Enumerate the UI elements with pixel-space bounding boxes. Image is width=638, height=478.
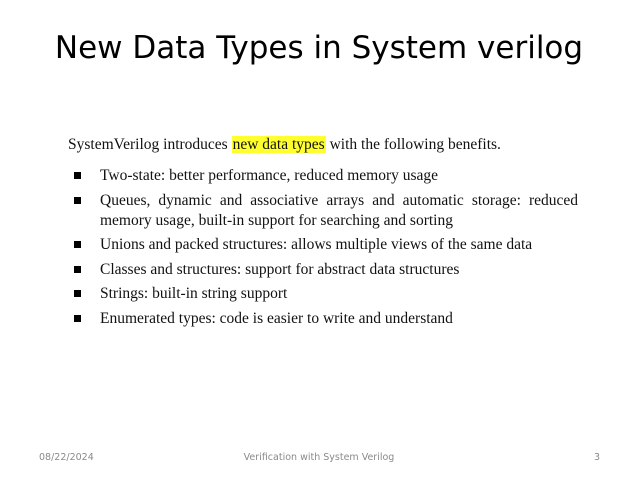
intro-after: with the following benefits.: [325, 136, 501, 153]
list-item: [68, 166, 578, 186]
square-bullet-icon: [74, 315, 81, 322]
bullet-text: Enumerated types: code is easier to write and understand: [100, 309, 453, 327]
bullet-text: Unions and packed structures: allows multiple views of the same data: [100, 236, 533, 253]
slide-number: 3: [593, 452, 600, 463]
footer-date: 08/22/2024: [39, 452, 94, 463]
list-item: [68, 191, 578, 231]
list-item: [68, 284, 578, 304]
square-bullet-icon: [74, 172, 81, 179]
bullet-text: Strings: built-in string support: [100, 285, 288, 302]
list-item: [68, 260, 578, 280]
square-bullet-icon: [74, 290, 81, 297]
bullet-text: Two-state: better performance, reduced memory usage: [100, 167, 439, 184]
footer-title: Verification with System Verilog: [243, 452, 395, 463]
highlighted-phrase: new data types: [232, 136, 325, 153]
square-bullet-icon: [74, 197, 81, 204]
intro-text: [68, 134, 578, 156]
content-image: [68, 134, 578, 333]
benefit-list: [68, 166, 578, 329]
square-bullet-icon: [74, 266, 81, 273]
bullet-text: Queues, dynamic and associative arrays and automatic storage: reduced memory usage, built-in support for searching and sorting: [100, 191, 578, 229]
list-item: [68, 309, 578, 329]
slide-title: New Data Types in System verilog: [54, 30, 584, 66]
list-item: [68, 235, 578, 255]
intro-before: SystemVerilog introduces: [68, 136, 232, 153]
bullet-text: Classes and structures: support for abstract data structures: [100, 260, 460, 278]
square-bullet-icon: [74, 241, 81, 248]
